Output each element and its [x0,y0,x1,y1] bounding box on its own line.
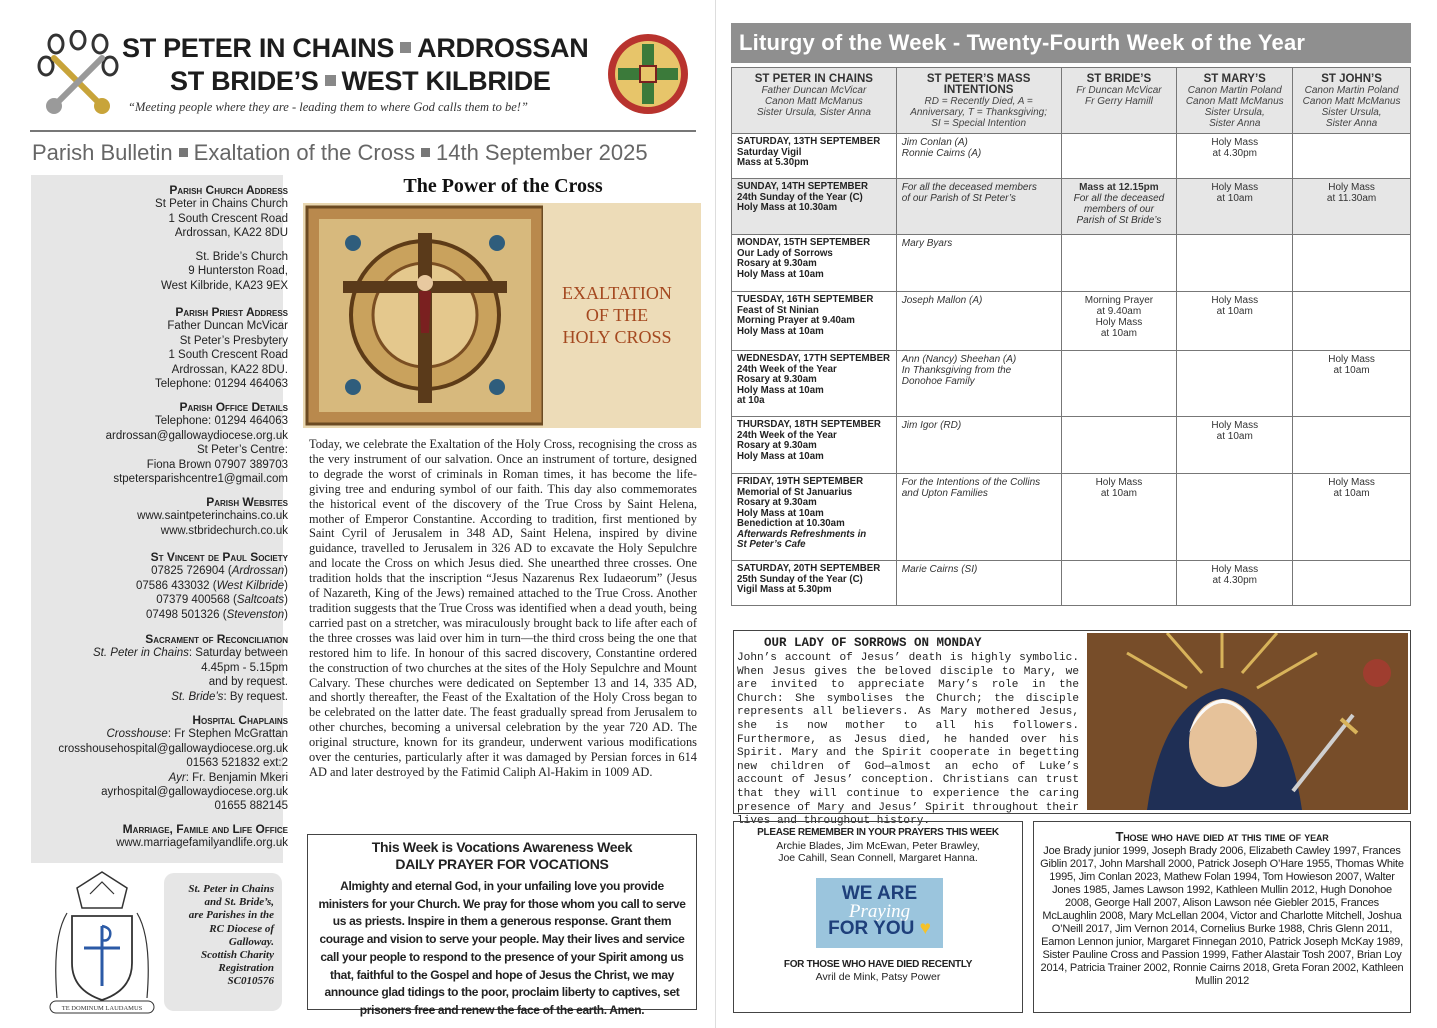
parish-title-line1 [122,33,602,64]
day-cell [732,474,897,561]
vocations-week-title: This Week is Vocations Awareness Week [371,839,633,855]
recon-when: : Saturday between [188,647,288,660]
day-cell-line: THURSDAY, 18TH SEPTEMBER [737,419,881,430]
table-row [732,292,1411,351]
day-cell-line: Rosary at 9.30am [737,497,817,508]
header-rule [30,130,696,132]
hospital-line [58,771,288,785]
svdp-area: Ardrossan [231,565,285,578]
staff-line: Canon Martin Poland [1187,85,1282,96]
our-lady-title: OUR LADY OF SORROWS ON MONDAY [764,636,982,650]
day-cell [732,134,897,179]
st-brides-cell-line: at 10am [1100,488,1137,499]
svdp-line: 07498 501326 (Stevenston) [146,608,288,621]
day-cell [732,179,897,235]
article-body: Today, we celebrate the Exaltation of the Holy Cross, recognising the cross as the very instrument of our salvation. Once an instrument of torture, designed to degrade the worst of criminals in Roman times, it has become the life-giving tree and enduring symbol of our faith. This day also commemorates the historical event of the discovery of the True Cross by Saint Helena, mother of Emperor Constantine. According to tradition, first mentioned by Saint Cyril of Jerusalem in 348 AD, Saint Helena, inspired by divine guidance, travelled to Jerusalem in 326 AD to excavate the Holy Sepulchre and locate the Cross on which Jesus died. She unearthed three crosses. One tradition holds that the inscription “Jesus Nazarenus Rex Iudaeorum” (Jesus of Nazareth, King of the Jews) remained attached to the True Cross. Another tradition suggests that the True Cross was identified when a dead youth, being carried past on a stretcher, was miraculously brought back to life after each of the three crosses was laid over him in turn—the third cross being the one that restored him to life. In honour of this sacred discovery, Constantine ordered the construction of two churches at the sites of the Holy Sepulchre and Mount Calvary. These churches were dedicated on September 13 and 14, 335 AD, and shortly thereafter, the Feast of the Exaltation of the Holy Cross began to be celebrated on the latter date. The feast gradually spread from Jerusalem to other churches, becoming a universal celebration by the year 720 AD. The original structure, known for its grandeur, underwent various modifications over the centuries, particularly after it was damaged by Persian forces in 614 AD and later destroyed by the Fatimid Caliph Al-Hakim in 1009 AD. [309,437,697,779]
svdp-line: 07379 400568 (Saltcoats) [156,594,288,607]
day-cell [732,561,897,606]
st-brides-cell-line: Holy Mass [1095,317,1143,328]
day-cell [732,292,897,351]
staff-line: Canon Martin Poland [1304,85,1399,96]
charity-note-line: Registration [218,962,274,975]
day-cell-line: Afterwards Refreshments in [737,528,867,540]
st-johns-cell-line: at 10am [1333,365,1370,376]
day-cell-line: MONDAY, 15TH SEPTEMBER [737,237,871,248]
table-row [732,179,1411,235]
parish-town-ardrossan: ARDROSSAN [417,33,589,63]
intentions-cell-line: For all the deceased members [901,182,1037,193]
svdp-line: 07825 726904 (Ardrossan) [151,565,288,578]
intentions-cell-line: Jim Igor (RD) [901,420,962,431]
intentions-cell [896,134,1061,179]
staff-line: Canon Matt McManus [1302,96,1401,107]
priest-name: Father Duncan McVicar [167,320,288,333]
badge-line: WE ARE [841,883,918,904]
st-johns-cell [1293,134,1411,179]
column-name: ST PETER’S MASS INTENTIONS [926,73,1031,96]
st-brides-cell [1061,474,1177,561]
intentions-cell [896,235,1061,292]
intentions-cell-line: Jim Conlan (A) [901,137,968,148]
st-brides-cross-emblem [606,32,690,116]
column-header [1177,68,1293,134]
prayer-remembrance-box [733,821,1023,1013]
column-header [1293,68,1411,134]
svdp-phone: 07498 501326 [146,608,220,621]
day-cell-line: Holy Mass at 10am [737,507,824,519]
recently-died-names: Avril de Mink, Patsy Power [815,971,941,983]
intentions-cell-line: Ronnie Cairns (A) [901,148,982,159]
heart-icon: ♥ [919,918,931,939]
svdp-area: Saltcoats [236,594,285,607]
charity-note-line: and St. Bride’s, [204,896,274,909]
column-header [896,68,1061,134]
church-address-block [155,183,288,241]
recon-when: : By request. [223,690,288,703]
parish-motto: “Meeting people where they are - leading them to where God calls them to be!” [128,100,528,114]
day-cell-line: Rosary at 9.30am [737,440,817,451]
hospital-heading: Hospital Chaplains [192,713,288,727]
svdp-heading: St Vincent de Paul Society [150,550,288,564]
st-marys-cell [1177,351,1293,417]
parish-title-line2 [170,66,570,97]
hospital-email-link[interactable]: crosshousehospital@gallowaydiocese.org.uk [58,742,288,755]
office-phone: Telephone: 01294 464063 [154,415,288,428]
st-marys-cell [1177,179,1293,235]
charity-note-line: St. Peter in Chains [188,883,274,895]
hospital-name: Crosshouse [106,728,168,741]
st-marys-cell-line: Holy Mass [1211,420,1259,431]
parish-town-west-kilbride: WEST KILBRIDE [341,66,551,96]
column-name: ST PETER IN CHAINS [754,73,873,85]
website-link-st-bride[interactable]: www.stbridechurch.co.uk [160,524,288,537]
day-cell-line: 24th Sunday of the Year (C) [737,191,863,203]
st-brides-cell [1061,179,1177,235]
staff-line: Sister Anna [1209,118,1261,129]
presbytery-phone: Telephone: 01294 464063 [154,378,288,391]
badge-for-you: FOR YOU [828,918,915,939]
st-marys-cell [1177,235,1293,292]
day-cell-line: Holy Mass at 10.30am [737,202,838,213]
intentions-cell [896,561,1061,606]
remember-names-line: Archie Blades, Jim McEwan, Peter Brawley, [776,840,980,852]
anniversaries-box [1033,821,1411,1013]
separator-square [421,148,430,157]
table-header-row [732,68,1411,134]
intentions-cell-line: Mary Byars [901,238,953,249]
exaltation-cross-image [303,203,701,428]
day-cell-line: Vigil Mass at 5.30pm [737,584,832,595]
day-cell-line: SATURDAY, 13TH SEPTEMBER [737,136,881,147]
liturgy-table [731,67,1411,606]
staff-line: Sister Ursula, [1204,107,1265,118]
column-header [732,68,897,134]
presbytery-name: St Peter’s Presbytery [179,334,288,347]
st-johns-cell-line: at 10am [1333,488,1370,499]
st-brides-cell [1061,134,1177,179]
parish-name-st-bride: ST BRIDE’S [170,66,319,96]
day-cell-line: WEDNESDAY, 17TH SEPTEMBER [737,353,891,364]
daily-prayer-title: DAILY PRAYER FOR VOCATIONS [395,856,609,872]
hospital-email-link[interactable]: ayrhospital@gallowaydiocese.org.uk [101,786,288,799]
chaplain-name: : Fr Stephen McGrattan [167,728,288,741]
svdp-area: West Kilbride [216,579,285,592]
st-johns-cell-line: Holy Mass [1328,182,1375,193]
day-cell-line: TUESDAY, 16TH SEPTEMBER [737,294,874,305]
day-cell-line: SATURDAY, 20TH SEPTEMBER [737,563,881,574]
svdp-phone: 07825 726904 [151,565,225,578]
recon-request: and by request. [208,676,288,689]
staff-line: Fr Gerry Hamill [1085,96,1153,107]
day-cell-line: Our Lady of Sorrows [737,247,833,259]
bride-address-block [161,250,288,293]
staff-line: Sister Ursula, [1321,107,1382,118]
st-brides-cell-line: Mass at 12.15pm [1079,182,1159,193]
st-marys-cell [1177,417,1293,474]
day-cell-line: Benediction at 10.30am [737,518,845,529]
hospital-phone: 01563 521832 ext:2 [186,757,288,770]
st-marys-cell-line: at 4.30pm [1212,148,1257,159]
vocations-prayer-text: Almighty and eternal God, in your unfailing love you provide ministers for your Church. We pray for those whom you call to serve us as priests. Inspire in them a generous response. Grant them courage and vision to serve your people. May their lives and service call your people to respond to the presence of your Spirit among us that, faithful to the Gospel and hope of Jesus the Christ, we may announce glad tidings to the poor, proclaim liberty to captives, set prisoners free and renew the face of the earth. Amen. [318,879,686,1017]
day-cell [732,235,897,292]
separator-square [179,148,188,157]
st-marys-cell-line: Holy Mass [1211,564,1259,575]
vocations-prayer-box [307,834,697,1017]
office-email-link[interactable]: ardrossan@gallowaydiocese.org.uk [105,429,288,442]
hospital-line [58,727,288,741]
charity-note-line: Scottish Charity [200,949,274,962]
st-brides-cell-line: Morning Prayer [1084,295,1154,306]
table-row [732,134,1411,179]
day-cell [732,351,897,417]
st-brides-cell [1061,417,1177,474]
centre-contact: Fiona Brown 07907 389703 [146,458,288,471]
reconciliation-line [93,690,288,704]
legend-line: RD = Recently Died, A = [924,96,1033,107]
table-row [732,561,1411,606]
st-johns-cell [1293,351,1411,417]
article-title: The Power of the Cross [403,175,603,197]
staff-line: Canon Matt McManus [1185,96,1284,107]
presbytery-town: Ardrossan, KA22 8DU. [171,363,288,376]
intentions-cell [896,474,1061,561]
legend-line: Anniversary, T = Thanksgiving; [910,107,1048,118]
bulletin-label: Parish Bulletin [32,140,173,165]
st-marys-cell-line: at 10am [1216,193,1253,204]
church-address-heading: Parish Church Address [169,183,288,197]
church-town: Ardrossan, KA22 8DU [174,227,288,240]
recently-died-heading: FOR THOSE WHO HAVE DIED RECENTLY [783,959,973,970]
st-marys-cell [1177,134,1293,179]
svdp-phone: 07586 433032 [136,579,210,592]
st-johns-cell-line: at 11.30am [1326,193,1377,204]
st-johns-cell [1293,561,1411,606]
keys-chains-logo [36,30,120,116]
st-marys-cell [1177,561,1293,606]
intentions-cell-line: For the Intentions of the Collins [901,477,1041,488]
day-cell-line: FRIDAY, 19TH SEPTEMBER [737,476,864,487]
legend-line: SI = Special Intention [931,118,1027,129]
image-caption-line: EXALTATION [562,283,672,303]
intentions-cell [896,417,1061,474]
chaplain-name: : Fr. Benjamin Mkeri [185,771,288,784]
intentions-cell-line: Joseph Mallon (A) [901,295,983,306]
charity-registration-number: SC010576 [227,975,274,988]
charity-note-line: RC Diocese of [209,922,274,935]
liturgy-title: Liturgy of the Week - Twenty-Fourth Week of the Year [731,23,1411,63]
day-cell-line: Holy Mass at 10am [737,450,824,462]
staff-line: Father Duncan McVicar [761,85,867,96]
staff-line: Sister Ursula, Sister Anna [756,107,871,118]
st-marys-cell-line: at 10am [1216,431,1253,442]
intentions-cell-line: Ann (Nancy) Sheehan (A) [901,354,1017,365]
separator-square [325,75,336,86]
bride-church-name: St. Bride’s Church [195,251,288,263]
day-cell-line: Rosary at 9.30am [737,374,817,385]
intentions-cell-line: Marie Cairns (SI) [901,564,978,575]
day-cell-line: Holy Mass at 10am [737,325,824,337]
websites-block [137,495,288,538]
centre-email-link[interactable]: stpetersparishcentre1@gmail.com [113,473,288,486]
svdp-block [136,550,288,622]
intentions-cell-line: In Thanksgiving from the [901,365,1012,376]
hospital-block [58,713,288,814]
table-row [732,474,1411,561]
table-row [732,417,1411,474]
column-name: ST JOHN’S [1321,73,1382,85]
st-marys-cell-line: Holy Mass [1211,182,1259,193]
day-cell-line: 25th Sunday of the Year (C) [737,573,863,585]
st-johns-cell [1293,474,1411,561]
separator-square [400,42,411,53]
office-details-block [106,400,288,486]
st-marys-cell-line: Holy Mass [1211,137,1259,148]
st-brides-cell-line: at 10am [1100,328,1137,339]
recon-church: St. Peter in Chains [93,647,189,660]
hospital-phone: 01655 882145 [214,800,288,813]
centre-label: St Peter’s Centre: [197,444,288,457]
reconciliation-line [93,646,288,660]
st-marys-cell-line: Holy Mass [1211,295,1259,306]
column-name: ST MARY’S [1203,73,1266,85]
image-caption-line: OF THE [585,305,649,325]
intentions-cell-line: and Upton Families [901,488,988,499]
reconciliation-block [93,632,288,704]
st-brides-cell [1061,561,1177,606]
anniversaries-heading: Those who have died at this time of year [1115,829,1329,844]
st-marys-cell [1177,474,1293,561]
st-brides-cell-line: at 9.40am [1096,306,1142,317]
remember-names-line: Joe Cahill, Sean Connell, Margaret Hanna. [778,852,978,864]
intentions-cell-line: of our Parish of St Peter’s [901,193,1016,204]
st-johns-cell [1293,179,1411,235]
priest-address-heading: Parish Priest Address [175,305,288,319]
recon-church: St. Bride’s [171,690,224,703]
website-link-st-peter[interactable]: www.saintpeterinchains.co.uk [137,510,288,523]
st-johns-cell [1293,235,1411,292]
svdp-phone: 07379 400568 [156,594,230,607]
st-brides-cell-line: For all the deceased [1073,193,1165,204]
office-heading: Parish Office Details [179,400,288,414]
st-marys-cell [1177,292,1293,351]
intentions-cell [896,179,1061,235]
column-header [1061,68,1177,134]
charity-note-line: are Parishes in the [188,909,274,922]
day-cell-line: at 10a [737,395,765,406]
day-cell-line: Feast of St Ninian [737,304,819,316]
intentions-cell-line: Donohoe Family [901,376,975,387]
svdp-area: Stevenston [226,608,285,621]
st-marys-cell-line: at 4.30pm [1212,575,1257,586]
remember-heading: PLEASE REMEMBER IN YOUR PRAYERS THIS WEEK [757,827,999,838]
church-street: 1 South Crescent Road [168,212,288,225]
day-cell-line: 24th Week of the Year [737,363,837,375]
table-row [732,351,1411,417]
charity-note [164,873,282,1011]
church-name: St Peter in Chains Church [155,198,288,211]
day-cell-line: Holy Mass at 10am [737,384,824,396]
our-lady-text: John’s account of Jesus’ death is highly symbolic. When Jesus gives the beloved disciple to Mary, we are invited to appreciate Mary’s role in the Church: She symbolises the Church; the disciple represents all believers. As Mary mothered Jesus, she is now mother to all his followers. Furthermore, as Jesus died, he handed over his Spirit. Mary and the Spirit cooperate in begetting new children of God—almost an echo of Luke’s account of Jesus’ conception. Christians can trust that they will continue to experience the caring presence of Mary and Jesus’ Spirit throughout their lives and throughout history. [737,652,1079,828]
staff-line: Canon Matt McManus [764,96,863,107]
day-cell-line: Memorial of St Januarius [737,486,853,498]
day-cell [732,417,897,474]
st-marys-cell-line: at 10am [1216,306,1253,317]
praying-for-you-badge [816,878,943,948]
presbytery-street: 1 South Crescent Road [168,349,288,362]
websites-heading: Parish Websites [206,495,288,509]
feast-name: Exaltation of the Cross [193,140,415,165]
staff-line: Sister Anna [1325,118,1378,129]
image-caption-line: HOLY CROSS [562,327,672,347]
page-divider [715,0,716,1028]
day-cell-line: Saturday Vigil [737,146,802,158]
remember-names [734,840,1022,864]
bride-street: 9 Hunterston Road, [188,265,288,278]
st-brides-cell-line: Holy Mass [1095,477,1143,488]
bride-town: West Kilbride, KA23 9EX [161,279,288,292]
table-row [732,235,1411,292]
st-brides-cell [1061,235,1177,292]
svdp-line: 07586 433032 (West Kilbride) [136,579,288,592]
day-cell-line: Mass at 5.30pm [737,157,809,168]
day-cell-line: SUNDAY, 14TH SEPTEMBER [737,181,868,192]
marriage-office-heading: Marriage, Famile and Life Office [122,822,288,836]
intentions-cell [896,292,1061,351]
st-johns-cell [1293,292,1411,351]
day-cell-line: St Peter’s Cafe [737,539,806,550]
day-cell-line: Morning Prayer at 9.40am [737,315,855,326]
staff-line: Fr Duncan McVicar [1076,85,1162,96]
recon-times: 4.45pm - 5.15pm [201,661,288,674]
st-johns-cell-line: Holy Mass [1328,477,1375,488]
our-lady-of-sorrows-image [1087,633,1408,810]
st-johns-cell-line: Holy Mass [1328,354,1375,365]
st-johns-cell [1293,417,1411,474]
badge-line: Praying [848,901,911,922]
st-brides-cell [1061,292,1177,351]
hospital-name: Ayr [168,771,186,784]
day-cell-line: Holy Mass at 10am [737,268,824,280]
column-name: ST BRIDE’S [1086,73,1152,85]
anniversaries-list: Joe Brady junior 1999, Joseph Brady 2006, Elizabeth Cawley 1997, Frances Giblin 2017, John Marshall 2000, Patrick Joseph O’Hare 1955, Thomas White 1995, Jim Conlan 2023, Mathew Folan 1994, Tom Howieson 2007, Walter Jones 1985, James Lawson 1992, Kathleen Mullin 2012, Hugh Donohoe 2008, George Hall 2007, Alison Lawson née Giebler 2015, Frances McLaughlin 2008, Mary McLellan 2004, Victor and Charlotte Mitchell, Joshua O’Neill 2017, Jim Vernon 2014, Cornelius Burke 1988, Chris Glenn 2011, Eamon Lennon junior, Margaret Finnegan 2010, Patrick Joseph McKay 1989, Sister Pauline Cross and Passion 1999, Father Alastair Tosh 2007, Brian Loy 2014, Patricia Trainer 2002, Ronnie Cairns 2018, Greta Foran 2002, Kathleen Mullin 2012 [1040,845,1404,987]
marriage-office-block [116,822,288,851]
day-cell-line: Rosary at 9.30am [737,258,817,269]
vocations-title [316,839,688,873]
priest-address-block [155,305,288,391]
bulletin-date: 14th September 2025 [435,140,648,165]
badge-line [816,919,943,939]
st-brides-cell-line: Parish of St Bride’s [1076,215,1162,226]
marriage-office-link[interactable]: www.marriagefamilyandlife.org.uk [116,837,288,850]
st-brides-cell-line: members of our [1083,204,1154,215]
day-cell-line: 24th Week of the Year [737,429,837,441]
intentions-cell [896,351,1061,417]
crest-motto: TE DOMINUM LAUDAMUS [61,1005,143,1012]
charity-note-line: Galloway. [228,935,274,948]
parish-name-st-peter: ST PETER IN CHAINS [122,33,395,63]
reconciliation-heading: Sacrament of Reconciliation [145,632,288,646]
diocese-crest-icon [32,868,172,1018]
st-brides-cell [1061,351,1177,417]
bulletin-subtitle [32,140,697,166]
